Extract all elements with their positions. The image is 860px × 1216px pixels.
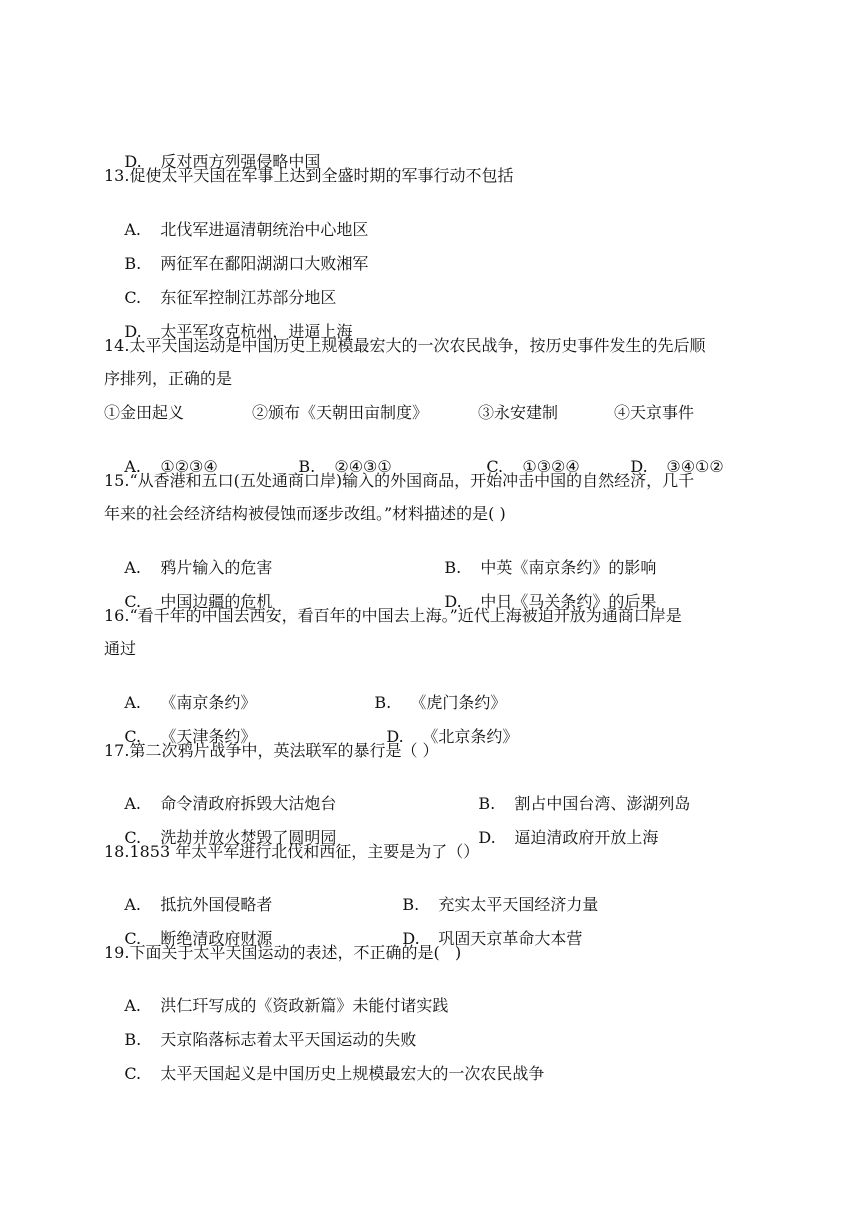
option-label: D.	[630, 457, 648, 476]
q14-event-1: ①金田起义	[104, 403, 185, 422]
option-text: 两征军在鄱阳湖湖口大败湘军	[160, 254, 369, 273]
option-label: B.	[298, 457, 316, 476]
option-label: C.	[124, 828, 142, 847]
q13-stem: 13.促使太平天国在军事上达到全盛时期的军事行动不包括	[104, 166, 514, 185]
option-label: B.	[124, 1030, 142, 1049]
option-text: 抵抗外国侵略者	[160, 895, 273, 914]
option-label: A.	[124, 558, 141, 577]
q18-stem: 18.1853 年太平军进行北伐和西征，主要是为了（）	[104, 842, 480, 861]
option-text: 中英《南京条约》的影响	[480, 558, 657, 577]
option-text: 割占中国台湾、澎湖列岛	[514, 794, 691, 813]
option-label: A.	[124, 794, 141, 813]
q14-event-2: ②颁布《天朝田亩制度》	[252, 403, 429, 422]
option-text: 天京陷落标志着太平天国运动的失败	[160, 1030, 417, 1049]
option-text: 巩固天京革命大本营	[438, 929, 583, 948]
option-text: 鸦片输入的危害	[160, 558, 273, 577]
option-label: B.	[374, 693, 392, 712]
q19-stem: 19.下面关于太平天国运动的表述，不正确的是( )	[104, 943, 462, 962]
option-label: D.	[402, 929, 420, 948]
option-label: A.	[124, 996, 141, 1015]
option-label: D.	[124, 152, 142, 171]
option-text: 太平天国起义是中国历史上规模最宏大的一次农民战争	[160, 1064, 545, 1083]
option-text: 东征军控制江苏部分地区	[160, 288, 337, 307]
option-text: ③④①②	[666, 457, 724, 476]
q17-stem: 17.第二次鸦片战争中，英法联军的暴行是（ ）	[104, 741, 439, 760]
option-text: 命令清政府拆毁大沽炮台	[160, 794, 337, 813]
option-text: 中日《马关条约》的后果	[480, 592, 657, 611]
option-text: ②④③①	[334, 457, 392, 476]
option-label: C.	[124, 1064, 142, 1083]
option-text: 中国边疆的危机	[160, 592, 273, 611]
option-text: 《天津条约》	[160, 727, 257, 746]
q19-option-c	[104, 1044, 544, 1104]
q14-event-4: ④天京事件	[614, 403, 695, 422]
option-label: D.	[478, 828, 496, 847]
option-label: B.	[124, 254, 142, 273]
option-text: 反对西方列强侵略中国	[160, 152, 321, 171]
option-label: C.	[124, 288, 142, 307]
option-text: 北伐军进逼清朝统治中心地区	[160, 220, 369, 239]
option-label: A.	[124, 457, 141, 476]
option-text: 断绝清政府财源	[160, 929, 273, 948]
option-label: A.	[124, 693, 141, 712]
option-label: C.	[486, 457, 504, 476]
option-text: 《北京条约》	[422, 727, 519, 746]
q15-stem-line2: 年来的社会经济结构被侵蚀而逐步改组。”材料描述的是( )	[104, 504, 506, 523]
option-label: C.	[124, 929, 142, 948]
option-text: 《虎门条约》	[410, 693, 507, 712]
q17-option-d	[458, 808, 658, 868]
option-label: D.	[444, 592, 462, 611]
q15-stem-line1: 15.“从香港和五口(五处通商口岸)输入的外国商品，开始冲击中国的自然经济，几千	[104, 471, 695, 490]
option-text: ①②③④	[160, 457, 218, 476]
option-text: 太平军攻克杭州，进逼上海	[160, 322, 353, 341]
option-text: 洪仁玕写成的《资政新篇》未能付诸实践	[160, 996, 449, 1015]
option-label: A.	[124, 220, 141, 239]
option-label: B.	[444, 558, 462, 577]
option-text: ①③②④	[522, 457, 580, 476]
option-label: C.	[124, 592, 142, 611]
option-text: 逼迫清政府开放上海	[514, 828, 659, 847]
option-text: 洗劫并放火焚毁了圆明园	[160, 828, 337, 847]
q16-stem-line2: 通过	[104, 639, 137, 658]
option-label: B.	[402, 895, 420, 914]
q16-stem-line1: 16.“看千年的中国去西安，看百年的中国去上海。”近代上海被迫开放为通商口岸是	[104, 606, 682, 625]
option-label: B.	[478, 794, 496, 813]
q14-stem-line1: 14.太平天国运动是中国历史上规模最宏大的一次农民战争，按历史事件发生的先后顺	[104, 336, 706, 355]
option-label: D.	[124, 322, 142, 341]
q14-event-3: ③永安建制	[478, 403, 559, 422]
option-label: C.	[124, 727, 142, 746]
option-text: 充实太平天国经济力量	[438, 895, 599, 914]
option-label: D.	[386, 727, 404, 746]
q14-stem-line2: 序排列，正确的是	[104, 369, 233, 388]
option-label: A.	[124, 895, 141, 914]
option-text: 《南京条约》	[160, 693, 257, 712]
